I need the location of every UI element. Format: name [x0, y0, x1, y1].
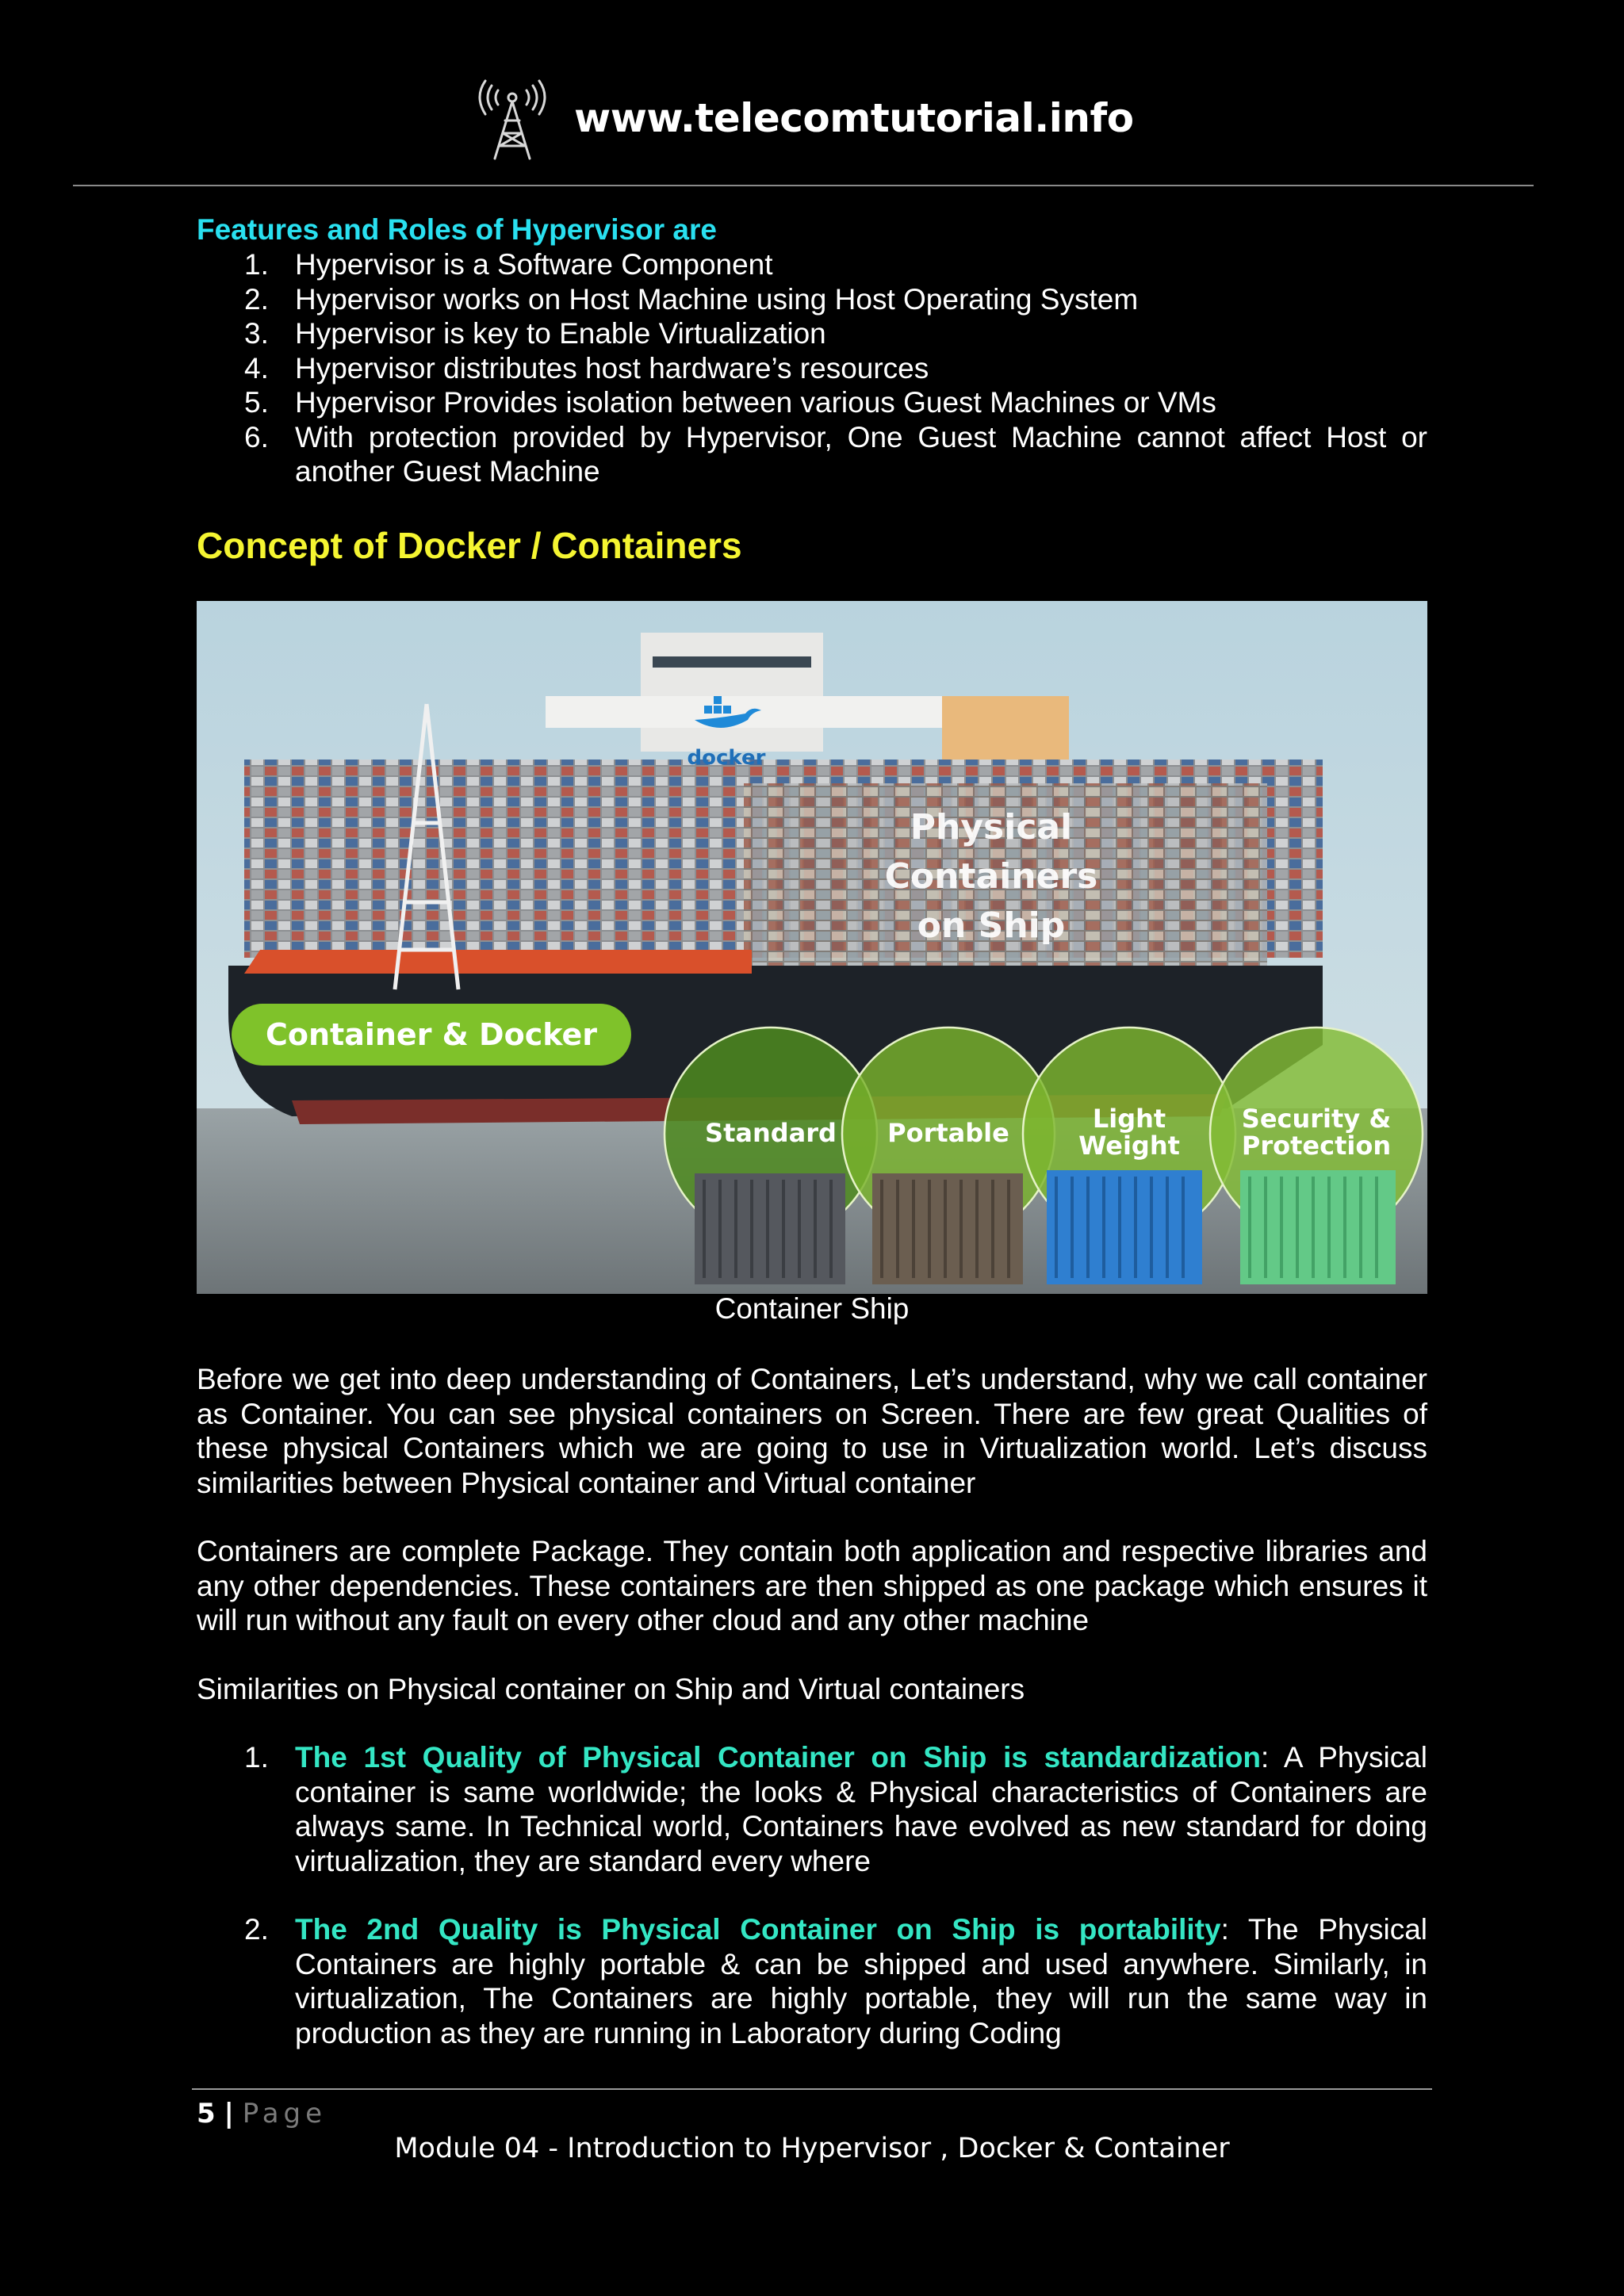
section-heading: Concept of Docker / Containers — [197, 525, 742, 566]
list-item: 2. Hypervisor works on Host Machine using Host Operating System — [244, 282, 1139, 316]
page-number: 5 | Page — [197, 2098, 327, 2130]
overlay-title-line: on Ship — [917, 905, 1066, 946]
paragraph: Similarities on Physical container on Ship and Virtual containers — [197, 1672, 1025, 1705]
paragraph: Before we get into deep understanding of Containers, Let’s understand, why we call container as Container. You can see physical containers on Screen. There are few great Qualities of these physical Containers which we are going to use in Virtualization world. Let’s discuss similarities between Physical container and Virtual container — [197, 1363, 1427, 1499]
figure-caption: Container Ship — [714, 1292, 910, 1325]
ship-illustration — [197, 601, 1427, 1294]
radio-tower-icon — [471, 73, 553, 162]
banner-label: Container & Docker — [266, 1017, 597, 1052]
quality-title: The 1st Quality of Physical Container on Ship is standardization — [295, 1741, 1262, 1774]
quality-title: The 2nd Quality is Physical Container on Ship is portability — [295, 1913, 1221, 1946]
circle-label: Standard — [705, 1118, 837, 1148]
features-list — [197, 247, 1427, 489]
features-section — [197, 212, 1427, 489]
qualities-list — [197, 1740, 1427, 2050]
paragraph: Containers are complete Package. They contain both application and respective libraries and any other dependencies. These containers are then shipped as one package which ensures it will run without any fault on every other cloud and any other machine — [197, 1535, 1427, 1636]
circle-label: Portable — [887, 1118, 1009, 1148]
list-item: 5. Hypervisor Provides isolation between various Guest Machines or VMs — [244, 386, 1216, 419]
container-ship-image — [197, 601, 1427, 1294]
docker-brand-text: docker — [687, 746, 766, 770]
footer-divider — [192, 2088, 1432, 2090]
shipping-container-icon — [695, 1173, 845, 1284]
overlay-title-line: Physical — [910, 807, 1073, 848]
shipping-container-icon — [1047, 1170, 1202, 1284]
circle-label: Light — [1092, 1104, 1166, 1134]
header-divider — [73, 185, 1534, 186]
shipping-container-icon — [872, 1173, 1023, 1284]
list-item: 6. With protection provided by Hypervisor, One Guest Machine cannot affect Host or another Guest Machine — [244, 420, 1427, 488]
circle-label: Security & — [1241, 1104, 1392, 1134]
circle-label: Protection — [1241, 1131, 1392, 1161]
list-item: 3. Hypervisor is key to Enable Virtualization — [244, 317, 826, 350]
list-item: 4. Hypervisor distributes host hardware’s resources — [244, 351, 929, 385]
circle-label: Weight — [1078, 1131, 1180, 1161]
features-heading: Features and Roles of Hypervisor are — [197, 213, 717, 246]
shipping-container-icon — [1240, 1170, 1396, 1284]
list-item: 2. The 2nd Quality is Physical Container on Ship is portability: The Physical Containers are highly portable & can be shipped and used anywhere. Similarly, in virtualization, The Containers are highly portable, they will run the same way in production as they are running in Laboratory during Coding — [244, 1913, 1428, 2049]
list-item: 1. The 1st Quality of Physical Container on Ship is standardization: A Physical container is same worldwide; the looks & Physical characteristics of Containers are always same. In Technical world, Containers have evolved as new standard for doing virtualization, they are standard every where — [244, 1741, 1427, 1877]
module-title: Module 04 - Introduction to Hypervisor , Docker & Container — [394, 2133, 1230, 2164]
overlay-title-line: Containers — [884, 856, 1098, 897]
list-item: 1. Hypervisor is a Software Component — [244, 248, 773, 281]
site-url[interactable]: www.telecomtutorial.info — [574, 95, 1134, 141]
body-section — [197, 1362, 1427, 2050]
